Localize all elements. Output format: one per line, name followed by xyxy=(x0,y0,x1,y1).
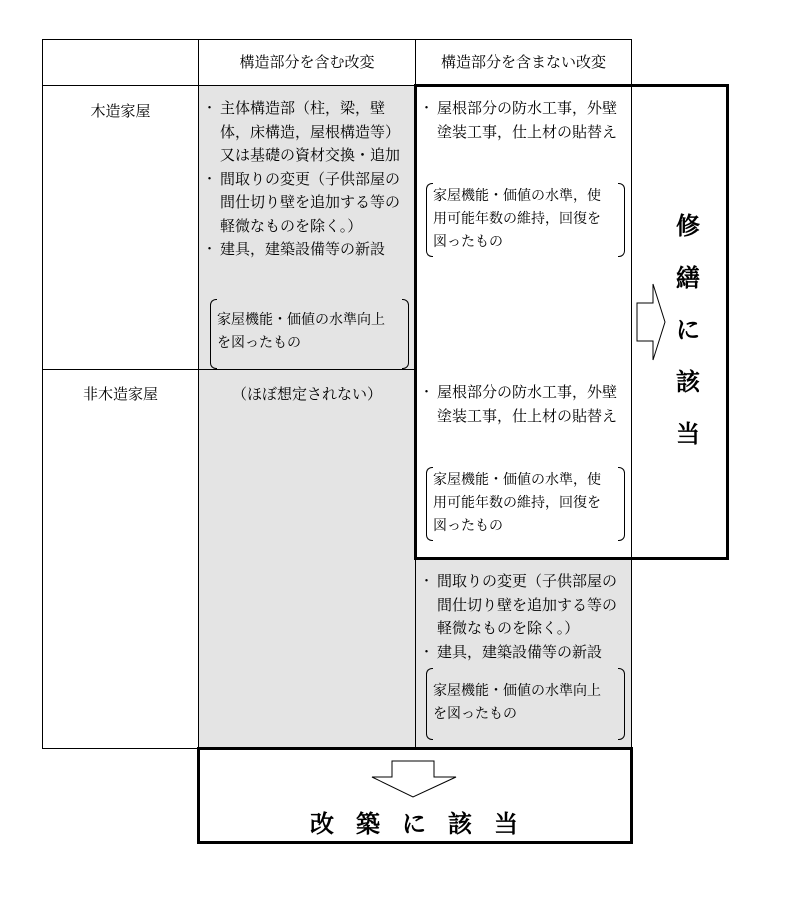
header-non-structural: 構造部分を含まない改変 xyxy=(440,53,606,71)
row-label-wooden: 木造家屋 xyxy=(90,102,151,120)
grid-line-row-divider xyxy=(42,369,416,370)
repair-label xyxy=(668,200,708,460)
nonwooden-improve-bracket: 家屋機能・価値の水準向上を図ったもの xyxy=(428,668,625,740)
list-item: ・ 屋根部分の防水工事，外壁塗装工事，仕上材の貼替え xyxy=(423,97,629,144)
nonwooden-improve-list xyxy=(423,570,629,664)
nonwooden-repair-bracket: 家屋機能・価値の水準，使用可能年数の維持，回復を図ったもの xyxy=(428,467,625,541)
repair-label-char: 当 xyxy=(676,420,700,448)
arrow-down-icon xyxy=(370,760,458,798)
header-structural: 構造部分を含む改変 xyxy=(239,53,375,71)
renovation-label: 改築に該当 xyxy=(310,810,540,838)
list-item: ・ 建具，建築設備等の新設 xyxy=(423,641,629,665)
list-item: ・ 建具，建築設備等の新設 xyxy=(206,238,412,262)
list-item: ・ 主体構造部（柱，梁，壁体，床構造，屋根構造等）又は基礎の資材交換・追加 xyxy=(206,97,412,168)
arrow-right-icon xyxy=(636,283,666,361)
repair-label-char: に xyxy=(676,316,700,344)
row-label-non-wooden: 非木造家屋 xyxy=(82,385,158,403)
wooden-structural-bracket: 家屋機能・価値の水準向上を図ったもの xyxy=(212,299,409,369)
nonwooden-structural-note: （ほぼ想定されない） xyxy=(231,385,382,403)
list-item: ・ 屋根部分の防水工事，外壁塗装工事，仕上材の貼替え xyxy=(423,381,629,428)
wooden-nonstructural-bracket: 家屋機能・価値の水準，使用可能年数の維持，回復を図ったもの xyxy=(428,183,625,257)
list-item: ・ 間取りの変更（子供部屋の間仕切り壁を追加する等の軽微なものを除く。） xyxy=(423,570,629,641)
list-item: ・ 間取りの変更（子供部屋の間仕切り壁を追加する等の軽微なものを除く。） xyxy=(206,168,412,239)
wooden-structural-list xyxy=(206,97,412,262)
repair-label-char: 該 xyxy=(676,368,700,396)
repair-label-char: 修 xyxy=(676,212,700,240)
repair-label-char: 繕 xyxy=(676,264,700,292)
